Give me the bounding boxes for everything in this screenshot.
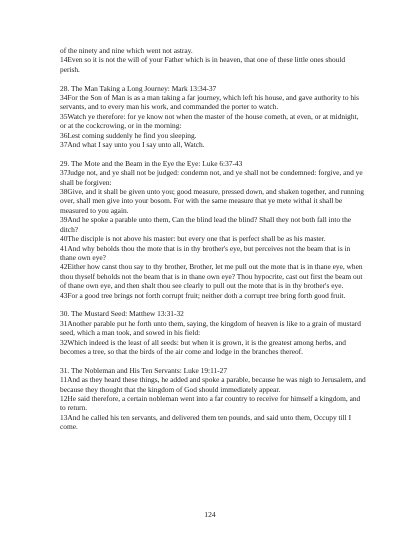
page-body: [60, 46, 366, 432]
verse: 37And what I say unto you I say unto all, Watch.: [60, 140, 205, 150]
section-spacer: [60, 356, 366, 365]
verse: 32Which indeed is the least of all seeds: but when it is grown, it is the greatest among herbs, and becomes a tree, so that the birds of the air come and lodge in the branches thereof.: [60, 337, 346, 356]
intro-line-1: of the ninety and nine which went not astray.: [60, 46, 193, 55]
section-29: [60, 159, 366, 300]
section-31: [60, 366, 366, 432]
verse: 40The disciple is not above his master: but every one that is perfect shall be as his master.: [60, 234, 326, 244]
verse: 11And as they heard these things, he added and spoke a parable, because he was nigh to Jerusalem, and because they thought that the kingdom of God should immediately appear.: [60, 375, 366, 394]
section-heading: 30. The Mustard Seed: Matthew 13:31-32: [60, 309, 184, 319]
verse: 12He said therefore, a certain nobleman went into a far country to receive for himself a kingdom, and to return.: [60, 393, 361, 413]
verse: 42Either how canst thou say to thy brother, Brother, let me pull out the mote that is in thane eye, when thou thyself beholds not the beam that is in thane own eye? Thou hypocrite, cast out first the beam out of thane own eye, and then shalt thou see clearly to pull out the mote that is in thy brother's eye.: [60, 262, 363, 291]
section-28: [60, 84, 366, 150]
verse: 13And he called his ten servants, and delivered them ten pounds, and said unto them, Occupy till I come.: [60, 412, 352, 432]
section-30: [60, 309, 366, 356]
section-spacer: [60, 74, 366, 83]
section-spacer: [60, 300, 366, 309]
section-heading: 31. The Nobleman and His Ten Servants: Luke 19:11-27: [60, 365, 228, 375]
verse: 37Judge not, and ye shall not be judged: condemn not, and ye shall not be condemned: forgive, and ye shall be forgiven:: [60, 168, 363, 187]
verse: 41And why beholds thou the mote that is in thy brother's eye, but perceives not the beam that is in thane own eye?: [60, 243, 351, 262]
section-heading: 28. The Man Taking a Long Journey: Mark 13:34-37: [60, 83, 217, 93]
section-heading: 29. The Mote and the Beam in the Eye the Eye: Luke 6:37-43: [60, 158, 243, 168]
verse: 34For the Son of Man is as a man taking a far journey, which left his house, and gave authority to his servants, and to every man his work, and commanded the porter to watch.: [60, 93, 359, 112]
verse: 38Give, and it shall be given unto you; good measure, pressed down, and shaken together, and running over, shall men give into your bosom. For with the same measure that ye mete withal it shall be measured to you again.: [60, 187, 364, 215]
verse-14: 14Even so it is not the will of your Father which is in heaven, that one of these little ones should perish.: [60, 55, 346, 74]
page-number: 124: [204, 510, 216, 519]
verse: 36Lest coming suddenly he find you sleeping.: [60, 130, 197, 140]
verse: 43For a good tree brings not forth corrupt fruit; neither doth a corrupt tree bring forth good fruit.: [60, 290, 346, 300]
verse: 35Watch ye therefore: for ye know not when the master of the house cometh, at even, or at midnight, or at the cockcrowing, or in the morning:: [60, 111, 359, 131]
verse: 31Another parable put he forth unto them, saying, the kingdom of heaven is like to a grain of mustard seed, which a man took, and sowed in his field:: [60, 318, 361, 338]
section-spacer: [60, 149, 366, 158]
verse: 39And he spoke a parable unto them, Can the blind lead the blind? Shall they not both fall into the ditch?: [60, 215, 352, 234]
